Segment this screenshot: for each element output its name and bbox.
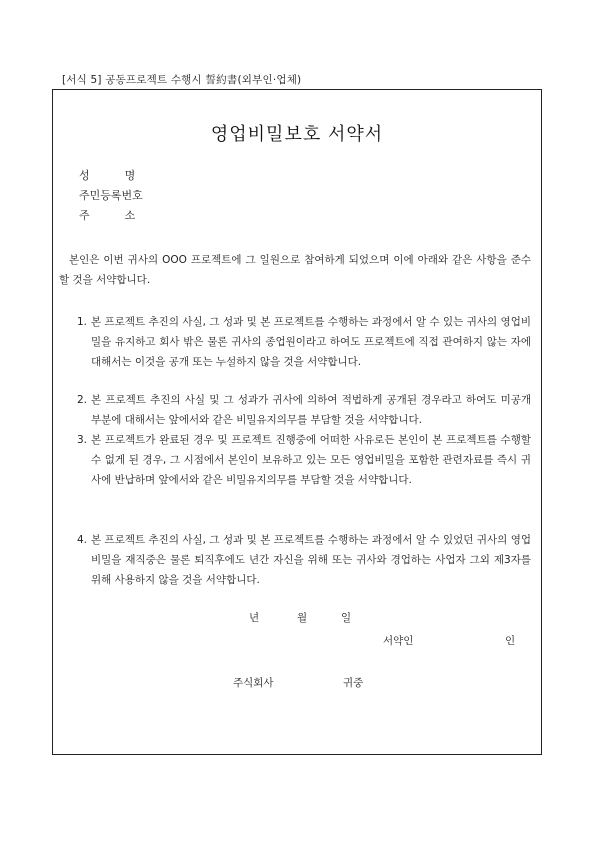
clause-item — [77, 430, 531, 490]
date-year: 년 — [249, 612, 260, 624]
clause-text: 본 프로젝트 추진의 사실, 그 성과 및 본 프로젝트를 수행하는 과정에서 알 수 있는 귀사의 영업비밀을 유지하고 회사 밖은 물론 귀사의 종업원이라고 하여도 프로젝트에 직접 관여하지 않는 자에 대해서는 이것을 공개 또는 누설하지 않을 것을 서약합니다. — [91, 316, 531, 368]
recipient-line — [233, 675, 363, 690]
clause-text: 본 프로젝트 추진의 사실, 그 성과 및 본 프로젝트를 수행하는 과정에서 알 수 있었던 귀사의 영업비밀을 재직중은 물론 퇴직후에도 년간 자신을 위해 또는 귀사와 경업하는 사업자 그외 제3자를 위해 사용하지 않을 것을 서약합니다. — [91, 534, 531, 586]
clause-number: 2. — [77, 394, 88, 406]
resident-id-label: 주민등록번호 — [79, 189, 143, 202]
clause-text: 본 프로젝트 추진의 사실 및 그 성과가 귀사에 의하여 적법하게 공개된 경우라고 하여도 미공개 부분에 대해서는 앞에서와 같은 비밀유지의무를 부담할 것을 서약합니다. — [91, 394, 531, 426]
seal-label: 인 — [505, 635, 516, 647]
date-day: 일 — [341, 612, 352, 624]
name-label: 성 명 — [79, 169, 136, 182]
form-label: [서식 5] 공동프로젝트 수행시 誓約書(외부인·업체) — [62, 74, 302, 86]
signer-label: 서약인 — [383, 635, 414, 647]
clause-item — [77, 390, 531, 430]
intro-paragraph: 본인은 이번 귀사의 OOO 프로젝트에 그 일원으로 참여하게 되었으며 이에 아래와 같은 사항을 준수할 것을 서약합니다. — [59, 254, 531, 286]
clause-item — [77, 312, 531, 372]
recipient-honorific: 귀중 — [343, 677, 364, 689]
date-month: 월 — [297, 612, 308, 624]
address-label: 주 소 — [79, 209, 136, 222]
personal-info-block — [79, 166, 143, 226]
clause-number: 3. — [77, 434, 88, 446]
clause-number: 1. — [77, 316, 88, 328]
pledge-document — [52, 89, 542, 755]
page-title: 영업비밀보호 서약서 — [210, 124, 384, 145]
date-line — [249, 610, 351, 625]
clause-item — [77, 530, 531, 590]
clause-text: 본 프로젝트가 완료된 경우 및 프로젝트 진행중에 어떠한 사유로든 본인이 본 프로젝트를 수행할 수 없게 된 경우, 그 시점에서 본인이 보유하고 있는 모든 영업비밀을 포함한 관련자료를 즉시 귀사에 반납하며 앞에서와 같은 비밀유지의무를 부담할 것을 서약합니다. — [91, 434, 531, 486]
recipient-company: 주식회사 — [233, 677, 274, 689]
clause-number: 4. — [77, 534, 88, 546]
